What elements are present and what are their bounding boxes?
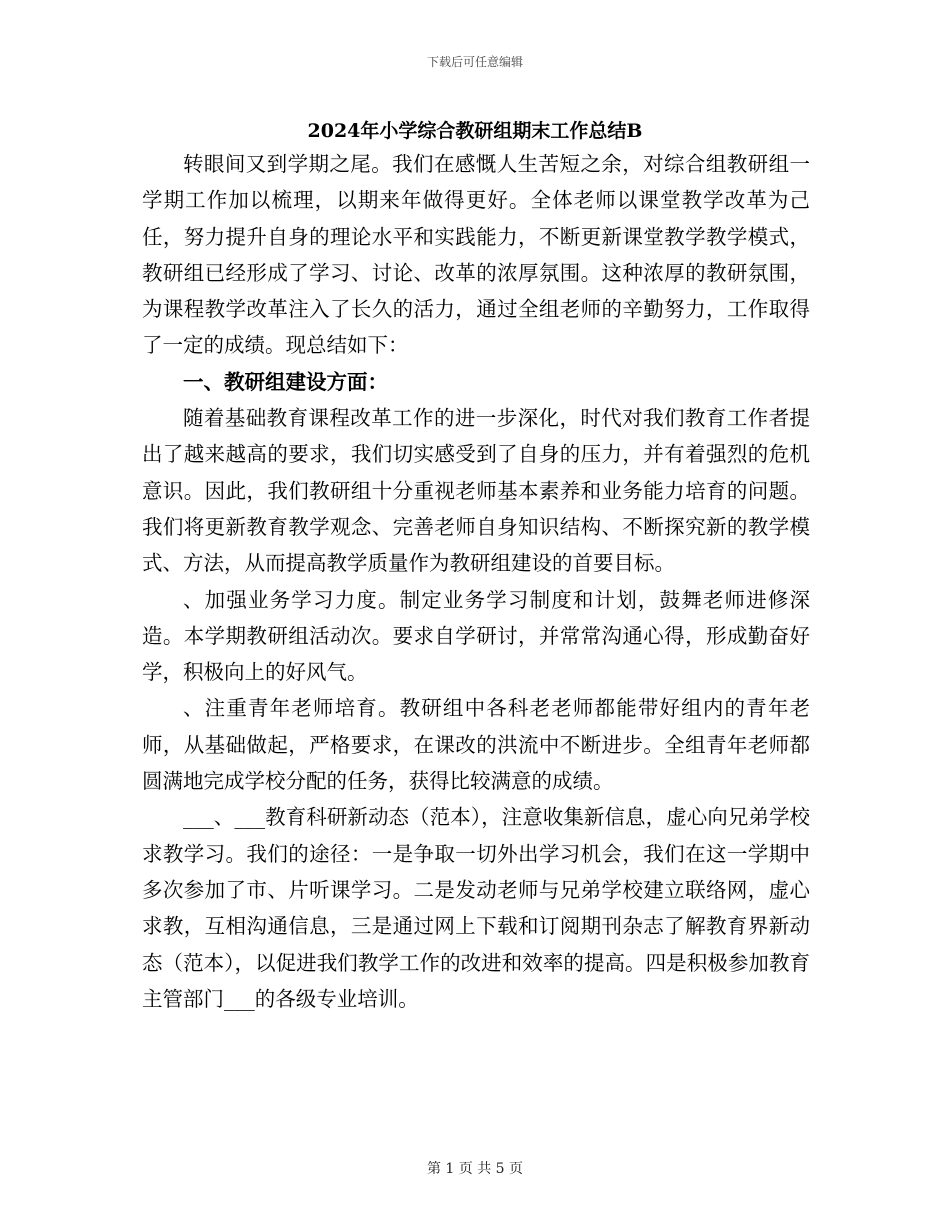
body-paragraph: ___、___教育科研新动态（范本），注意收集新信息，虚心向兄弟学校求教学习。我们的途径：一是争取一切外出学习机会，我们在这一学期中多次参加了市、片听课学习。二是发动老师与兄弟学校建立联络网，虚心求教，互相沟通信息，三是通过网上下载和订阅期刊杂志了解教育界新动态（范本），以促进我们教学工作的改进和效率的提高。四是积极参加教育主管部门___的各级专业培训。 <box>142 805 810 1011</box>
document-title: 2024年小学综合教研组期末工作总结B <box>307 120 643 142</box>
document-body <box>142 146 810 1017</box>
body-paragraph: 、加强业务学习力度。制定业务学习制度和计划，鼓舞老师进修深造。本学期教研组活动次。要求自学研讨，并常常沟通心得，形成勤奋好学，积极向上的好风气。 <box>142 587 810 685</box>
page-header-note: 下载后可任意编辑 <box>426 55 523 69</box>
body-paragraph: 随着基础教育课程改革工作的进一步深化，时代对我们教育工作者提出了越来越高的要求，我们切实感受到了自身的压力，并有着强烈的危机意识。因此，我们教研组十分重视老师基本素养和业务能力培育的问题。我们将更新教育教学观念、完善老师自身知识结构、不断探究新的教学模式、方法，从而提高教学质量作为教研组建设的首要目标。 <box>142 406 810 576</box>
intro-paragraph: 转眼间又到学期之尾。我们在感慨人生苦短之余，对综合组教研组一学期工作加以梳理，以期来年做得更好。全体老师以课堂教学改革为己任，努力提升自身的理论水平和实践能力，不断更新课堂教学教学模式，教研组已经形成了学习、讨论、改革的浓厚氛围。这种浓厚的教研氛围，为课程教学改革注入了长久的活力，通过全组老师的辛勤努力，工作取得了一定的成绩。现总结如下： <box>142 152 810 358</box>
body-paragraph: 、注重青年老师培育。教研组中各科老老师都能带好组内的青年老师，从基础做起，严格要求，在课改的洪流中不断进步。全组青年老师都圆满地完成学校分配的任务，获得比较满意的成绩。 <box>142 696 810 794</box>
section-heading: 一、教研组建设方面： <box>183 369 388 394</box>
page-number: 第 1 页 共 5 页 <box>426 1161 524 1177</box>
